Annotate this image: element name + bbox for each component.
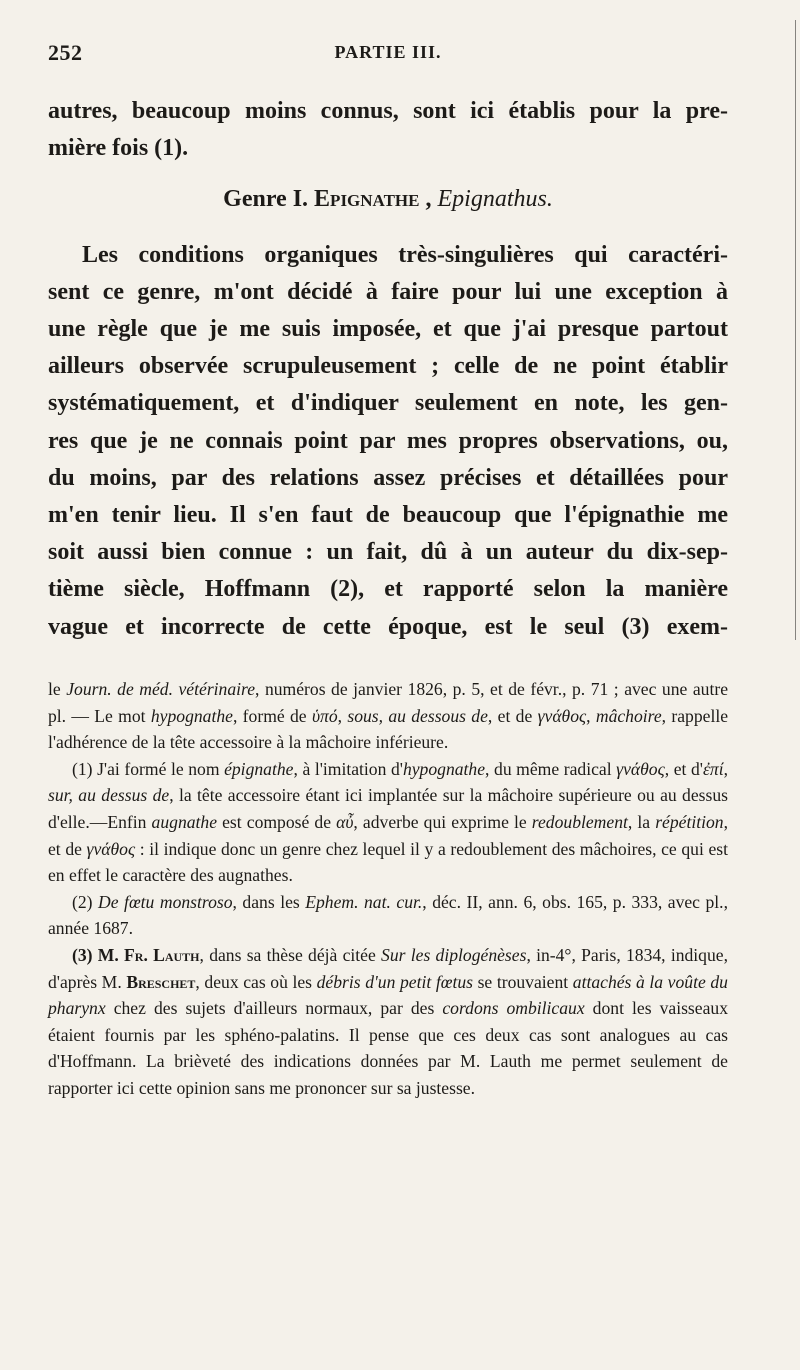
text: , bbox=[723, 758, 728, 779]
text: dont les vaisseaux étaient fournis par les sphéno-palatins. Il pense que ces deux cas sont analogues au cas d'Hoffmann. La brièveté des indications données par M. Lauth me permet seulement de rapporter ici cette opinion sans me prononcer sur sa justesse. bbox=[48, 998, 728, 1098]
text: chez des sujets d'ailleurs normaux, par des bbox=[105, 998, 443, 1019]
running-head bbox=[48, 40, 728, 76]
part-title: PARTIE III. bbox=[334, 42, 442, 62]
paragraph-line: du moins, par des relations assez précises et détaillées pour bbox=[48, 464, 728, 491]
text: , et de bbox=[487, 705, 538, 726]
greek-word: ὑπό bbox=[311, 705, 338, 726]
paragraph-line: une règle que je me suis imposée, et que j'ai presque partout bbox=[48, 316, 728, 343]
term: débris d'un petit fœtus bbox=[316, 971, 473, 992]
paragraph-line: tième siècle, Hoffmann (2), et rapporté selon la manière bbox=[48, 576, 728, 603]
text: , adverbe qui exprime le bbox=[353, 811, 532, 832]
paragraph-line: Les conditions organiques très-singulières qui caractéri- bbox=[82, 241, 728, 268]
author-name: Fr. Lauth bbox=[124, 944, 200, 965]
text: (2) bbox=[72, 891, 99, 912]
paragraph-line: sent ce genre, m'ont décidé à faire pour lui une exception à bbox=[48, 278, 728, 305]
paragraph-line: soit aussi bien connue : un fait, dû à un auteur du dix-sep- bbox=[48, 539, 728, 566]
greek-word: γνάθος bbox=[86, 838, 136, 859]
page-edge-line bbox=[795, 20, 796, 640]
text: , dans les bbox=[232, 891, 306, 912]
greek-word: αὖ bbox=[336, 811, 354, 832]
text: (1) J'ai formé le nom bbox=[72, 758, 225, 779]
term: épignathe bbox=[224, 758, 294, 779]
footnote-1 bbox=[48, 756, 728, 889]
greek-word: γνάθος bbox=[616, 758, 665, 779]
author-name: Breschet bbox=[126, 971, 196, 992]
paragraph-line: vague et incorrecte de cette époque, est le seul (3) exem- bbox=[48, 613, 728, 640]
intro-line-2: mière fois (1). bbox=[48, 135, 189, 162]
term: hypognathe bbox=[150, 705, 233, 726]
paragraph-line: m'en tenir lieu. Il s'en faut de beaucoup que l'épignathie me bbox=[48, 502, 728, 529]
footnote-3 bbox=[48, 942, 728, 1102]
text: , la tête accessoire étant ici implantée sur la mâchoire supérieure ou au dessus d'elle.—Enfin bbox=[48, 785, 728, 832]
gloss: sur, au dessus de bbox=[48, 785, 170, 806]
paragraph-line: ailleurs observée scrupuleusement ; celle de ne point établir bbox=[48, 353, 728, 380]
text: , bbox=[586, 705, 596, 726]
gloss: sous, au dessous de bbox=[347, 705, 488, 726]
text: est composé de bbox=[217, 811, 337, 832]
footnotes bbox=[48, 676, 728, 1102]
text: , du même radical bbox=[485, 758, 617, 779]
journal-title: Journ. de méd. vétérinaire bbox=[66, 679, 256, 699]
genre-latin-name: Epignathus. bbox=[437, 186, 553, 213]
text: , à l'imitation d' bbox=[293, 758, 403, 779]
term: attachés à la voûte du pharynx bbox=[48, 971, 728, 1019]
text: , bbox=[337, 705, 348, 726]
text: le bbox=[48, 679, 67, 699]
text: , in-4°, Paris, 1834, indique, d'après M. bbox=[48, 944, 728, 992]
gloss: mâchoire bbox=[595, 705, 662, 726]
greek-word: γνάθος bbox=[537, 705, 587, 726]
term: redoublement bbox=[531, 811, 628, 832]
text: , numéros de janvier 1826, p. 5, et de févr., p. 71 ; avec une autre pl. — Le mot bbox=[48, 679, 728, 726]
page-number: 252 bbox=[48, 40, 83, 65]
term: cordons ombilicaux bbox=[442, 998, 585, 1019]
term: répétition bbox=[655, 811, 724, 832]
genre-label: Genre I. bbox=[223, 186, 309, 213]
text: , rappelle l'adhérence de la tête accessoire à la mâchoire inférieure. bbox=[48, 705, 729, 753]
genre-separator: , bbox=[419, 186, 438, 213]
text: (3) M. bbox=[72, 944, 125, 965]
journal-title: Ephem. nat. cur. bbox=[305, 891, 423, 912]
intro-line-1: autres, beaucoup moins connus, sont ici établis pour la pre- bbox=[48, 98, 728, 124]
paragraph-line: systématiquement, et d'indiquer seulement en note, les gen- bbox=[48, 390, 728, 417]
greek-word: ἐπί bbox=[702, 758, 724, 779]
text: , déc. II, ann. 6, obs. 165, p. 333, avec pl., année 1687. bbox=[48, 891, 728, 939]
footnote-continuation bbox=[48, 676, 728, 756]
text: , la bbox=[627, 811, 656, 832]
term: hypognathe bbox=[402, 758, 486, 779]
text: , et de bbox=[48, 811, 729, 859]
genre-name: Epignathe bbox=[314, 186, 420, 213]
text: , formé de bbox=[232, 705, 312, 726]
footnote-2 bbox=[48, 889, 728, 942]
text: , et d' bbox=[664, 758, 703, 779]
term: augnathe bbox=[151, 811, 218, 832]
work-title: De fœtu monstroso bbox=[98, 891, 233, 912]
genre-heading bbox=[48, 181, 728, 218]
text: , dans sa thèse déjà citée bbox=[199, 944, 382, 965]
main-text bbox=[48, 93, 728, 646]
text: , deux cas où les bbox=[195, 971, 317, 992]
paragraph-line: res que je ne connais point par mes propres observations, ou, bbox=[48, 427, 728, 454]
text: : il indique donc un genre chez lequel il y a redoublement des mâchoires, ce qui est en effet le caractère des augnathes. bbox=[48, 838, 728, 886]
text: se trouvaient bbox=[472, 971, 573, 992]
work-title: Sur les diplogénèses bbox=[381, 944, 527, 965]
